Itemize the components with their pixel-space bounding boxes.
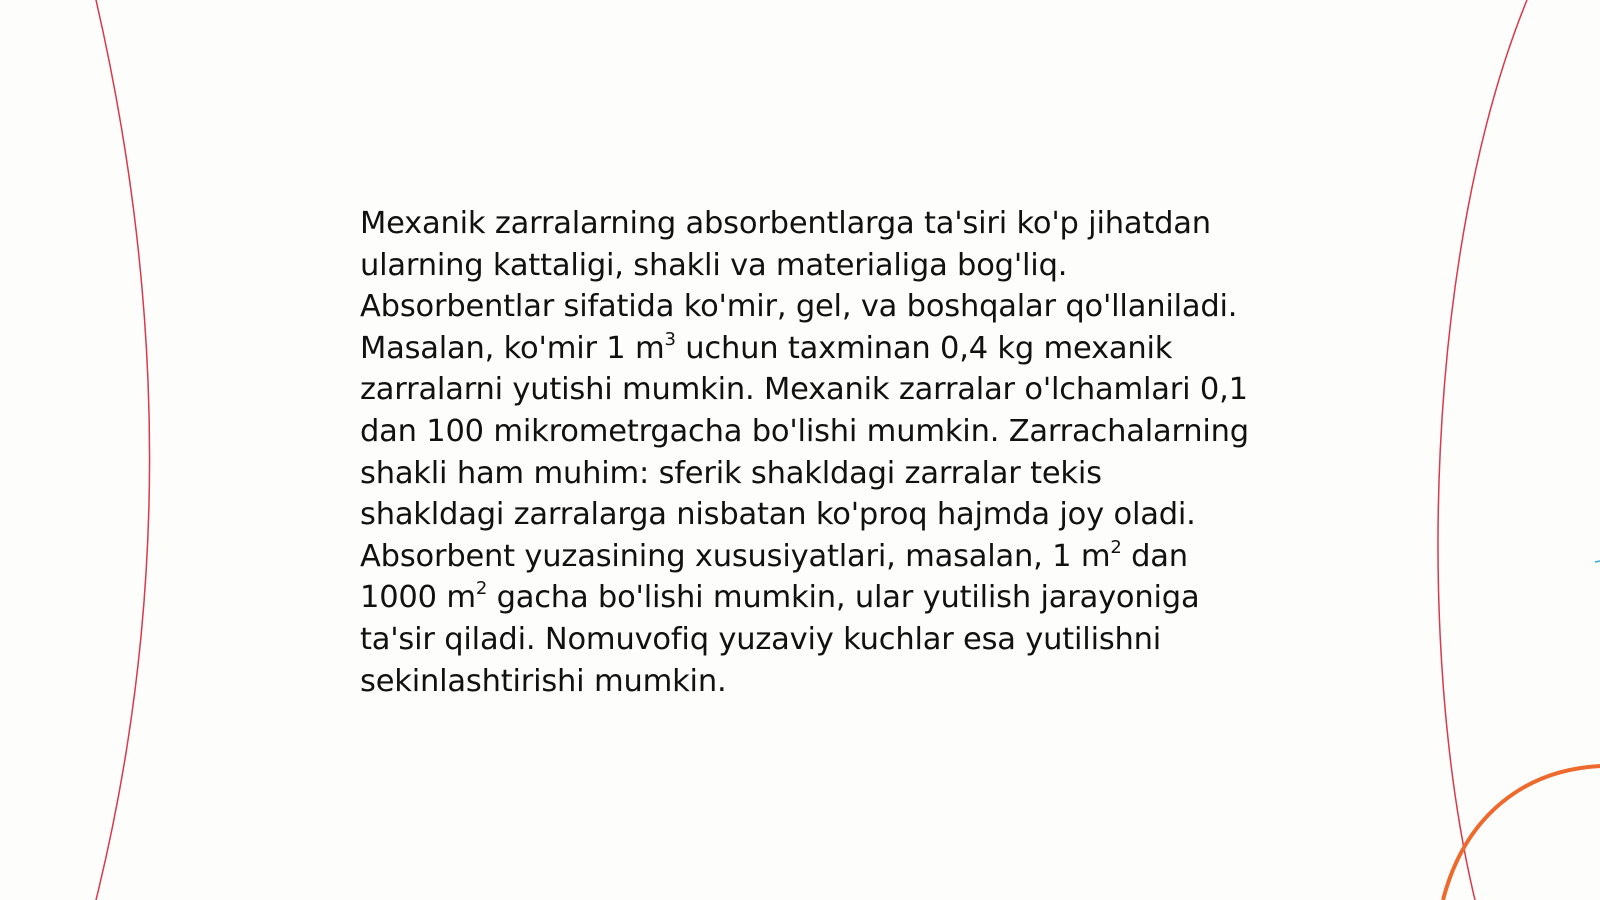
text-run: dan 1000 m — [360, 538, 1188, 616]
left-curve-line — [96, 0, 150, 900]
superscript-exponent: 2 — [1110, 536, 1122, 558]
body-paragraph — [360, 203, 1250, 702]
text-run: Mexanik zarralarning absorbentlarga ta'siri ko'p jihatdan ularning kattaligi, shakli va materialiga bog'liq. Absorbentlar sifatida ko'mir, gel, va boshqalar qo'llaniladi. Masalan, ko'mir 1 m — [360, 206, 1238, 366]
right-curve-line — [1438, 0, 1527, 900]
superscript-exponent: 3 — [664, 328, 676, 350]
text-run: gacha bo'lishi mumkin, ular yutilish jarayoniga ta'sir qiladi. Nomuvofiq yuzaviy kuchlar esa yutilishni sekinlashtirishi mumkin. — [360, 580, 1200, 699]
text-run: uchun taxminan 0,4 kg mexanik zarralarni yutishi mumkin. Mexanik zarralar o'lchamlari 0,1 dan 100 mikrometrgacha bo'lishi mumkin. Zarrachalarning shakli ham muhim: sferik shakldagi zarralar tekis shakldagi zarralarga nisbatan ko'proq hajmda joy oladi. Absorbent yuzasining xususiyatlari, masalan, 1 m — [360, 330, 1249, 574]
superscript-exponent: 2 — [475, 578, 488, 600]
orange-arc — [1443, 766, 1600, 900]
blue-tick-mark — [1595, 561, 1600, 562]
